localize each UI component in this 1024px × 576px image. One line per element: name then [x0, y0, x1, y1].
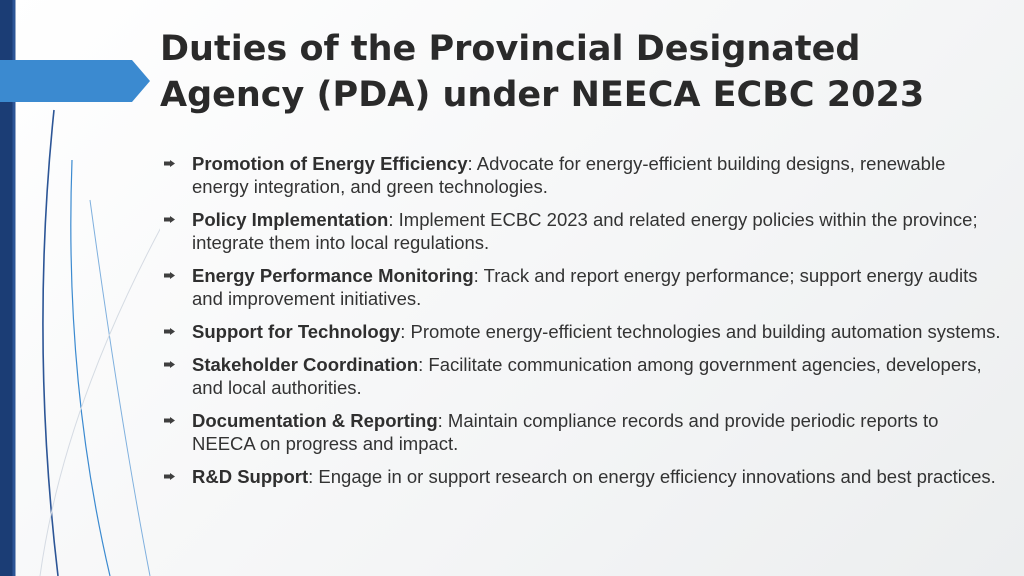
arrow-bullet-icon [164, 361, 175, 368]
bullet-text: : Engage in or support research on energy efficiency innovations and best practices. [308, 466, 996, 487]
arrow-bullet-icon [164, 328, 175, 335]
bullet-text: : Facilitate communication among government agencies, developers, and local authorities. [192, 354, 982, 398]
bullet-monitoring [164, 264, 1004, 310]
bullet-text: : Maintain compliance records and provide periodic reports to NEECA on progress and impact. [192, 410, 939, 454]
bullet-promotion [164, 152, 1004, 198]
bullet-text: : Advocate for energy-efficient building designs, renewable energy integration, and green technologies. [192, 153, 946, 197]
arrow-bullet-icon [164, 473, 175, 480]
bullet-policy [164, 208, 1004, 254]
duties-list [164, 152, 1004, 498]
bullet-documentation [164, 409, 1004, 455]
bullet-rnd [164, 465, 1004, 488]
arrow-bullet-icon [164, 160, 175, 167]
bullet-term: Promotion of Energy Efficiency [192, 153, 468, 174]
bullet-term: R&D Support [192, 466, 309, 487]
bullet-stakeholder [164, 353, 1004, 399]
bullet-term: Documentation & Reporting [192, 410, 438, 431]
arrow-bullet-icon [164, 216, 175, 223]
bullet-technology [164, 320, 1004, 343]
bullet-text: : Promote energy-efficient technologies and building automation systems. [400, 321, 1001, 342]
bullet-term: Policy Implementation [192, 209, 389, 230]
slide-title: Duties of the Provincial Designated Agency (PDA) under NEECA ECBC 2023 [160, 29, 925, 115]
bullet-text: : Implement ECBC 2023 and related energy policies within the province; integrate them into local regulations. [192, 209, 978, 253]
bullet-text: : Track and report energy performance; support energy audits and improvement initiatives. [192, 265, 978, 309]
bullet-term: Energy Performance Monitoring [192, 265, 474, 286]
arrow-bullet-icon [164, 272, 175, 279]
bullet-term: Stakeholder Coordination [192, 354, 419, 375]
bullet-term: Support for Technology [192, 321, 401, 342]
arrow-bullet-icon [164, 417, 175, 424]
side-decoration [0, 0, 160, 576]
